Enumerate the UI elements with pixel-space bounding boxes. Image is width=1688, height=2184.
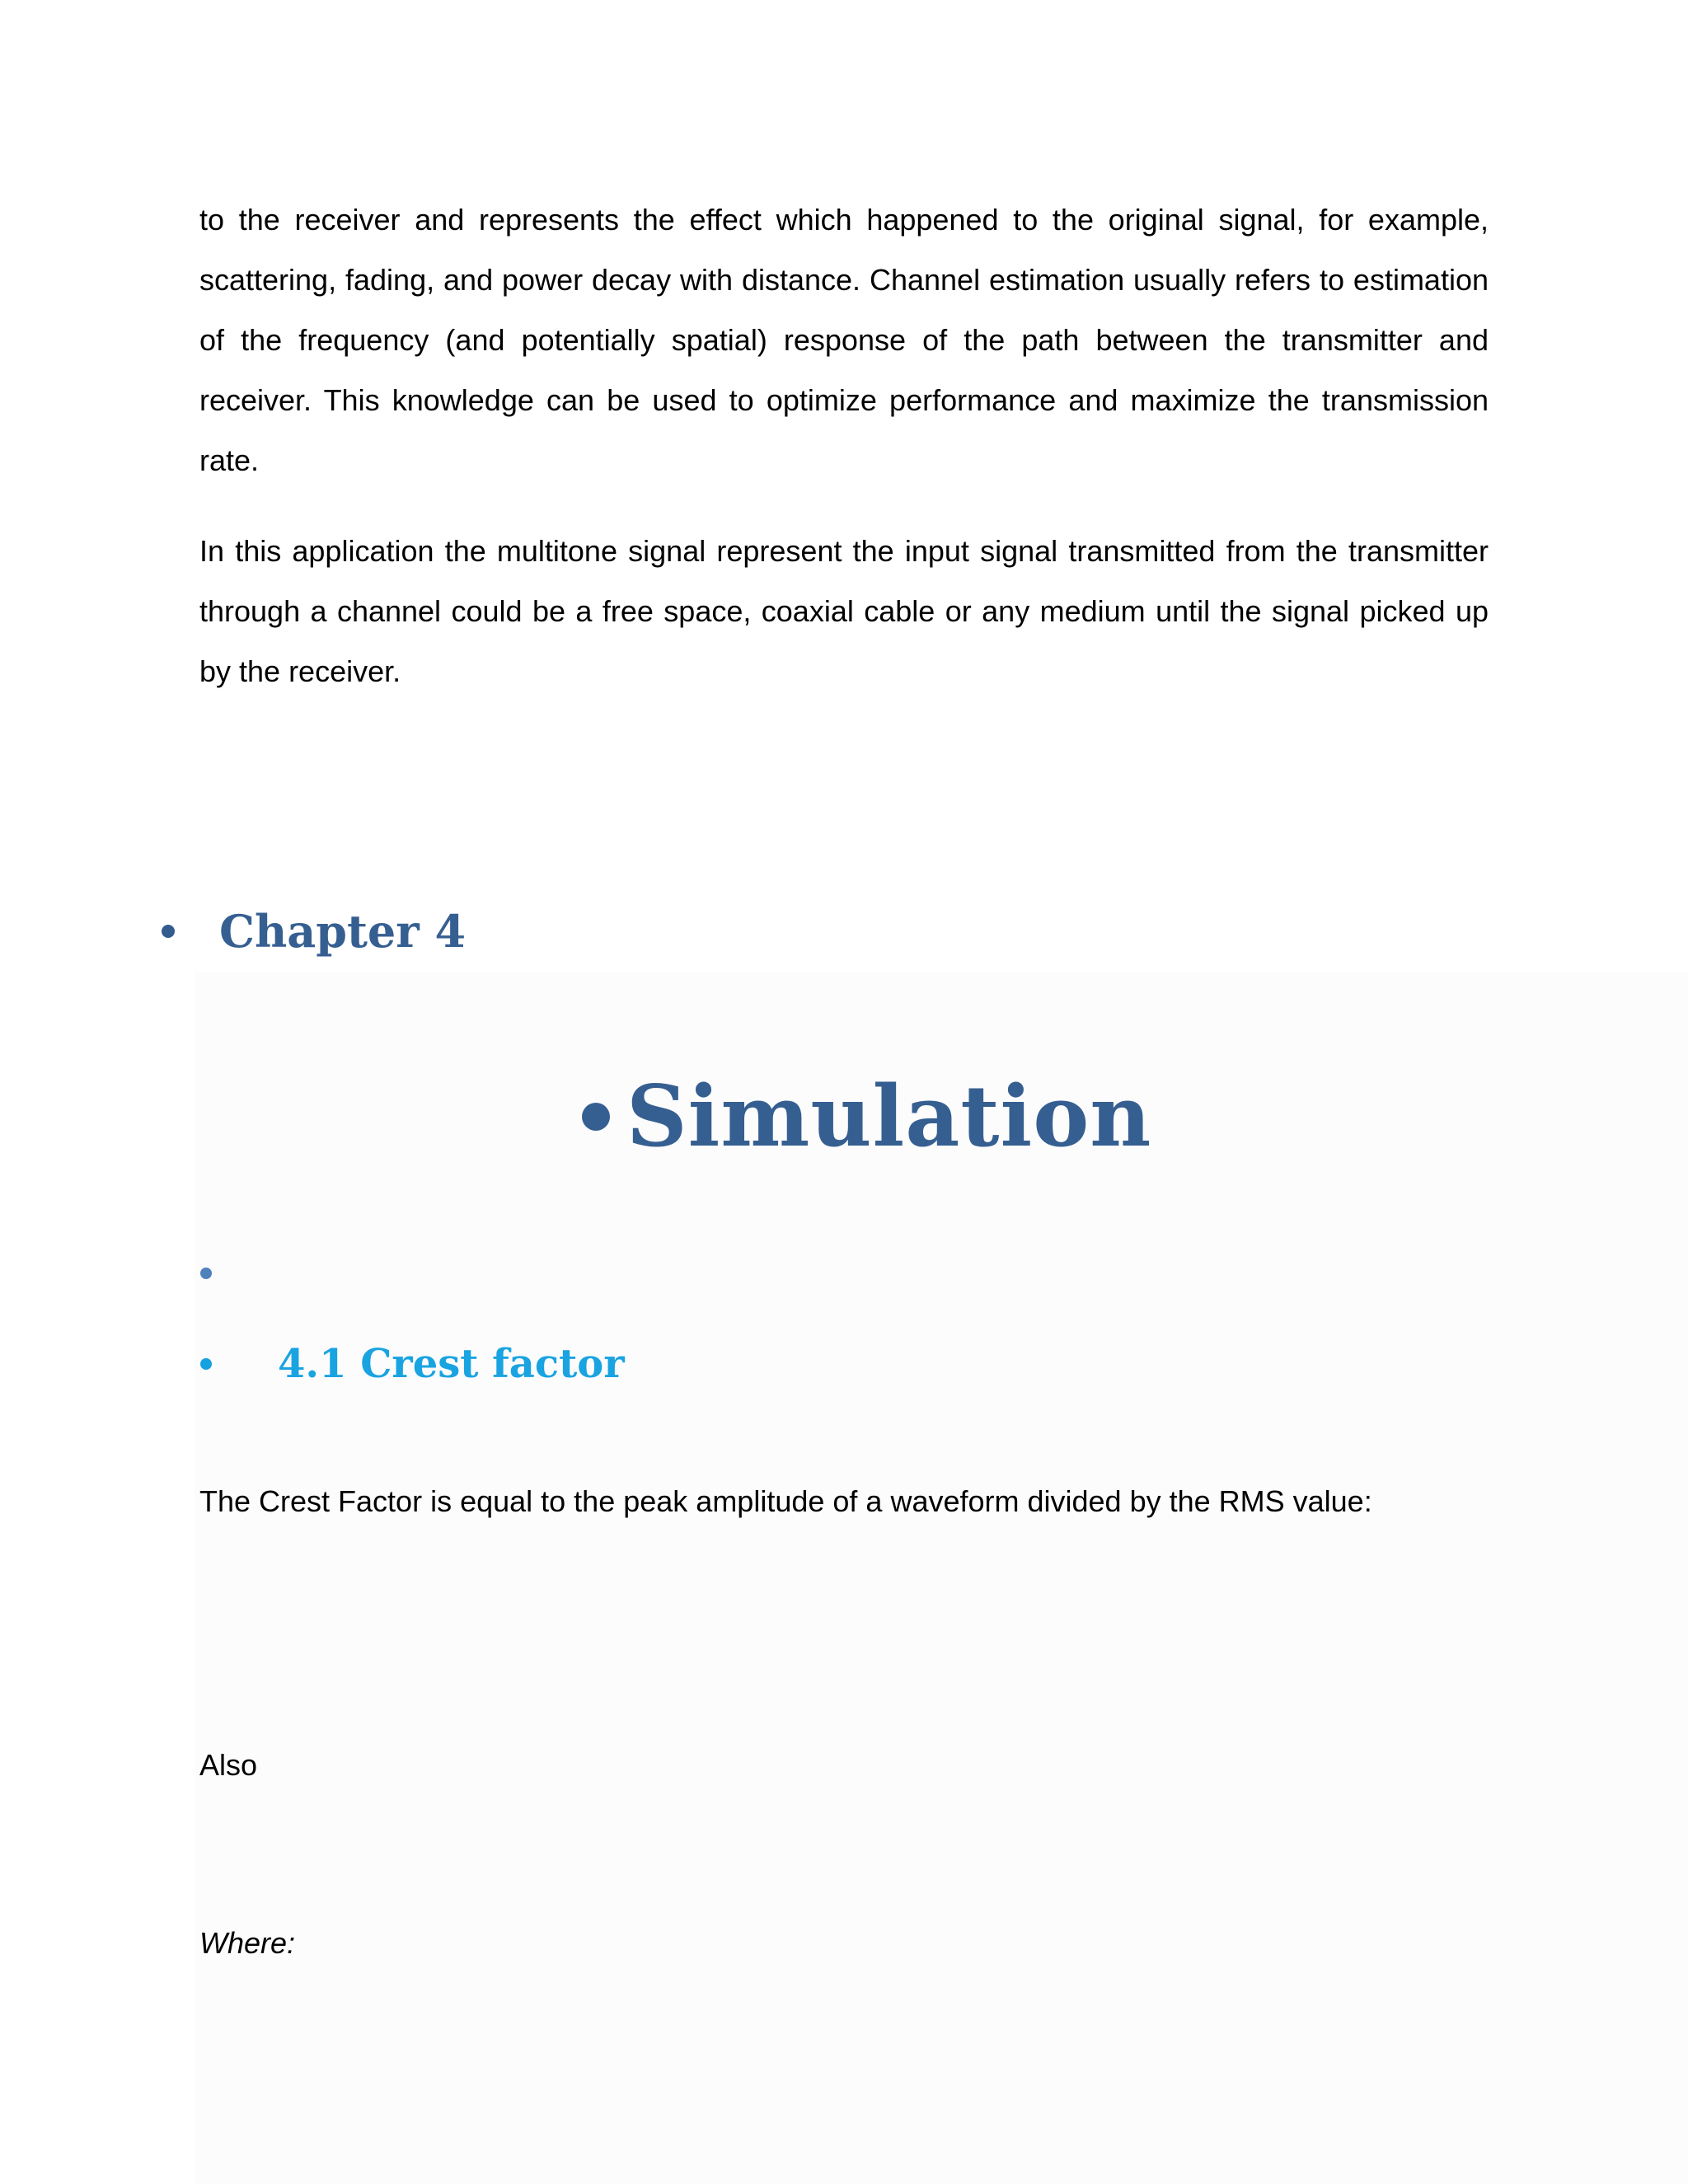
body-paragraph-channel: to the receiver and represents the effect which happened to the original signal, for example, scattering, fading, and power decay with distance. Channel estimation usually refers to estimation of the frequency (and potentially spatial) response of the path between the transmitter and receiver. This knowledge can be used to optimize performance and maximize the transmission rate. [199, 203, 1489, 477]
chapter-heading [162, 898, 466, 964]
body-paragraph-application: In this application the multitone signal represent the input signal transmitted from the transmitter through a channel could be a free space, coaxial cable or any medium until the signal picked up by the receiver. [199, 534, 1489, 688]
chapter-title [582, 1063, 1151, 1170]
chapter-title-text: Simulation [626, 1067, 1152, 1166]
empty-bullet-icon [200, 1268, 212, 1279]
bullet-icon [200, 1358, 212, 1370]
chapter-heading-text: Chapter 4 [219, 905, 467, 958]
also-label: Also [199, 1748, 258, 1782]
bullet-icon [162, 925, 175, 938]
section-heading-text: 4.1 Crest factor [278, 1341, 625, 1387]
crest-factor-definition: The Crest Factor is equal to the peak amplitude of a waveform divided by the RMS value: [199, 1484, 1372, 1518]
bullet-icon [582, 1103, 610, 1131]
where-label: Where: [199, 1926, 296, 1960]
section-heading [200, 1335, 625, 1393]
